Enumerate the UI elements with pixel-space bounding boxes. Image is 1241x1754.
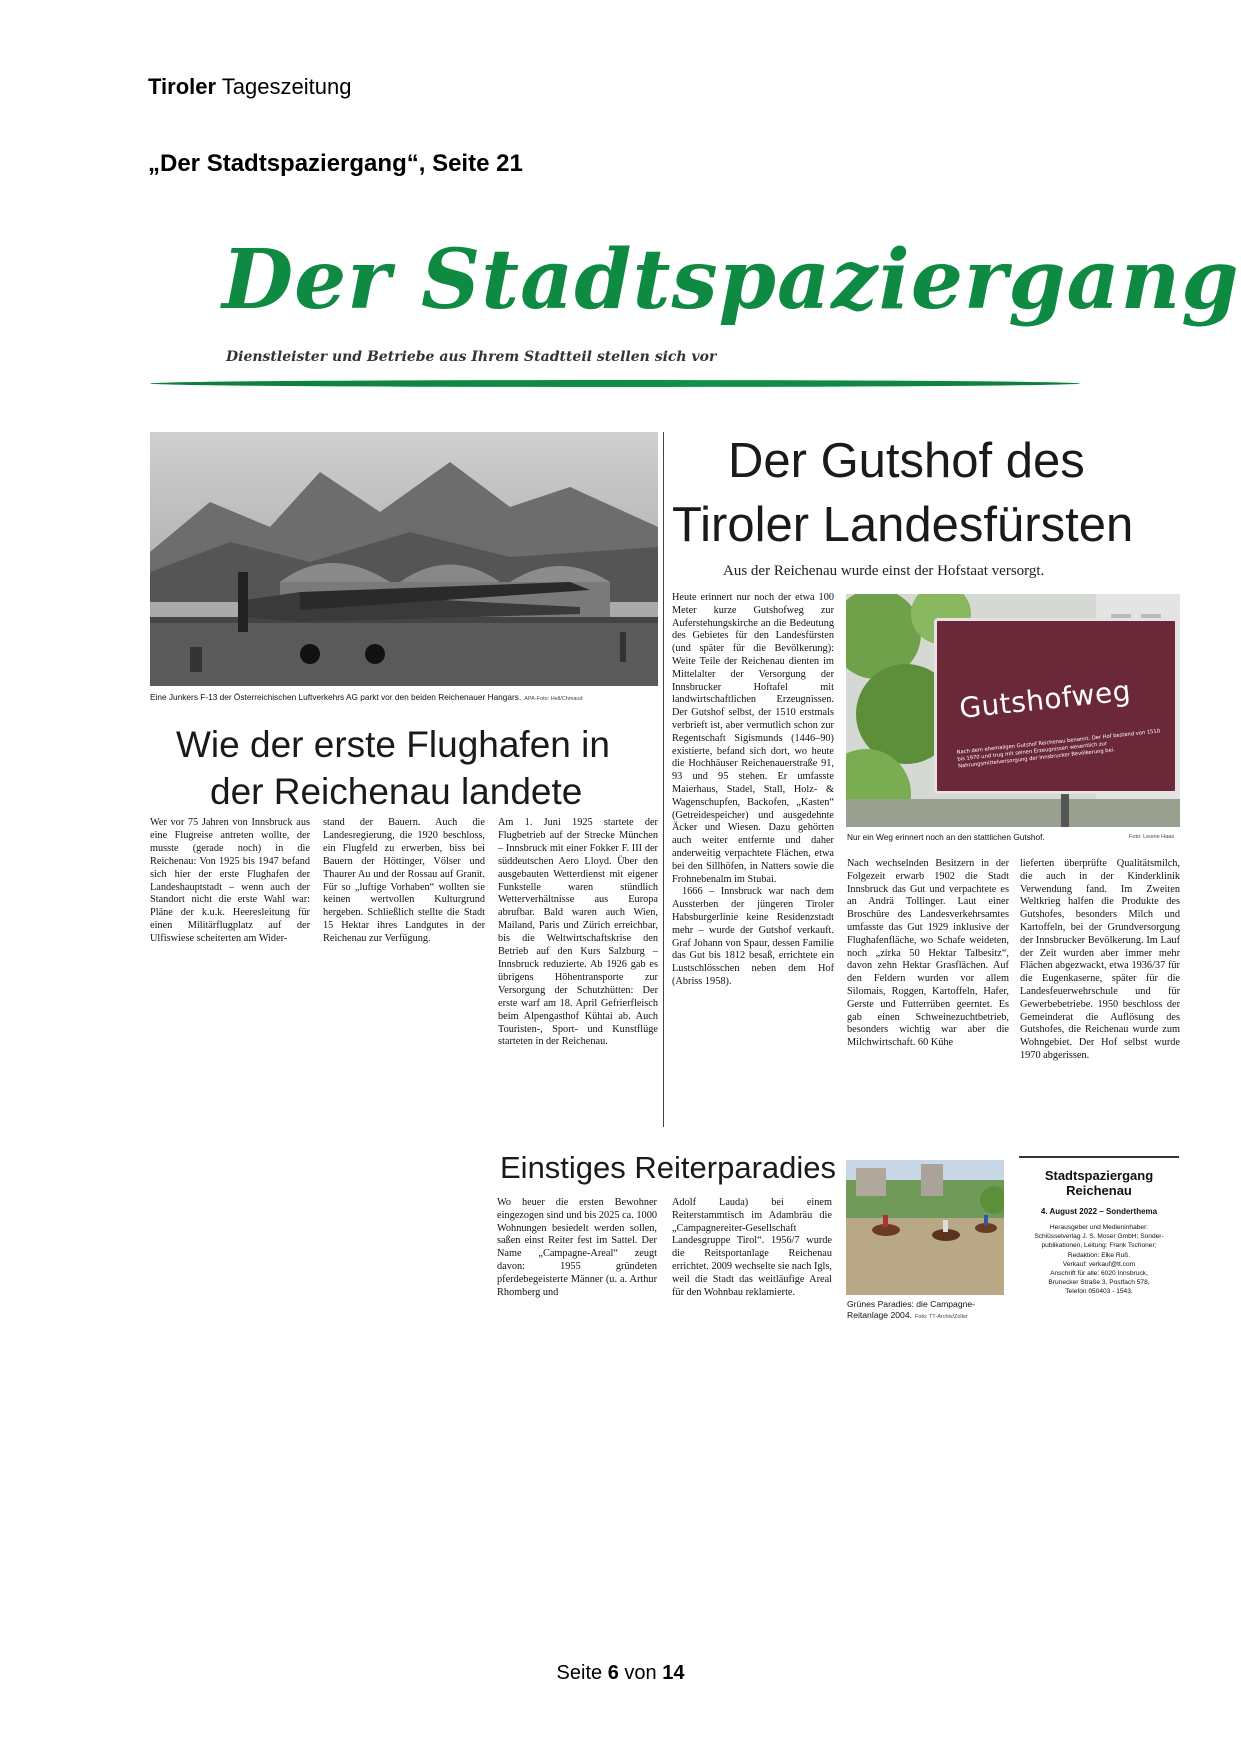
airplane-caption-text: Eine Junkers F-13 der Österreichischen Luftverkehrs AG parkt vor den beiden Reichenauer Hangars.: [150, 692, 522, 702]
article2-headline-line2: Tiroler Landesfürsten: [672, 498, 1134, 552]
article1-column-3: Am 1. Juni 1925 startete der Flugbetrieb auf der Strecke München – Innsbruck mit einer Fokker F. III der süddeutschen Aero Lloyd. Über den ausgebauten Wetterdienst mit eigener Funkstelle waren stündlich Wetterverhältnisse aus Europa abrufbar. Bald waren auch Wien, Mailand, Paris und Zürich erreichbar, bis die Weltwirtschaftskrise den Betrieb auf den Kurs Salzburg – Innsbruck reduzierte. Ab 1926 gab es übrigens Höhentransporte zur Versorgung der Schutzhütten: Der erste warf am 18. April Gefrierfleisch beim Alpengasthof Kühtai ab. Auch Touristen-, Sport- und Kunstflüge starteten in der Reichenau.: [498, 817, 658, 1048]
airplane-photo-credit: APA-Foto: Hell/Chmaud: [524, 696, 583, 702]
page-number-prefix: Seite: [556, 1662, 603, 1684]
article2-column-2: Nach wechselnden Besitzern in der Folgezeit erwarb 1902 die Stadt Innsbruck das Gut und verpachtete es an Andrä Tollinger. Laut einer Broschüre des Landesverkehrsamtes umfasste das Gut 1929 inklusive der Flughafenfläche, wo Schafe weideten, noch „zirka 50 Hektar Talbesitz“, davon zehn Hektar Grasflächen. Auf den Feldern wurden vor allem Silomais, Roggen, Kartoffeln, Hafer, Gerste und Futterrüben geerntet. Es gab einen Schweinezuchtbetrieb, besonders wichtig war aber die Milchwirtschaft. 60 Kühe: [847, 858, 1009, 1049]
airplane-photo: [150, 432, 658, 686]
imprint-title-line2: Reichenau: [1066, 1183, 1132, 1198]
article2-column-1-part-b: 1666 – Innsbruck war nach dem Aussterben der jüngeren Tiroler Habsburgerlinie keine Residenzstadt mehr – wurde der Gutshof verkauft. Graf Johann von Spaur, dessen Familie das Gut bis 1812 besaß, errichtete ein Lustschlösschen neben dem Hof (Abriss 1958).: [672, 886, 834, 987]
street-sign-photo-credit: Foto: Leonie Haas: [1129, 834, 1174, 840]
imprint-date: 4. August 2022 – Sonderthema: [1040, 1207, 1158, 1216]
article2-subheadline: Aus der Reichenau wurde einst der Hofstaat versorgt.: [723, 563, 1045, 579]
newspaper-name-rest: Tageszeitung: [221, 74, 352, 99]
imprint-line-1: Herausgeber und Medieninhaber:: [1049, 1224, 1149, 1231]
column-divider: [663, 432, 664, 1127]
street-sign-plate: [934, 618, 1178, 794]
article2-column-1-part-a: Heute erinnert nur noch der etwa 100 Meter kurze Gutshofweg zur Auferstehungskirche an die Bedeutung des Gebietes für den Landesfürsten (und später für die Bevölkerung): Weite Teile der Reichenau dienten im Mittelalter der Versorgung der Innsbrucker Hoftafel mit landwirtschaftlichen Erzeugnissen. Der Gutshof selbst, der 1510 erstmals verbrieft ist, aber vermutlich schon zur Regentschaft Sigismunds (1446–90) existierte, befand sich dort, wo heute die Hochhäuser Reichenauerstraße 91, 93 und 95 stehen. Er umfasste Maierhaus, Stadel, Stall, Holz- & Wagenschupfen, Backofen, „Kasten“ (Getreidespeicher) und ausgedehnte Äcker und Wiesen. Dazu gehörten auch weiter entfernte und daher anderweitig verpachtete Flächen, etwa bei den Sillhöfen, in Natters sowie die Frohnebenalm im Stubai.: [672, 592, 834, 885]
riding-arena-caption: [847, 1299, 1007, 1323]
newspaper-name-bold: Tiroler: [148, 74, 217, 99]
street-sign-small-text: Nach dem ehemaligen Gutshof Reichenau benannt. Der Hof bestand von 1510 bis 1970 und trug mit seinen Erzeugnissen wesentlich zur Nahrungsmittelversorgung der Innsbrucker Bevölkerung bei.: [956, 728, 1161, 770]
imprint-line-6: Anschrift für alle: 6020 Innsbruck,: [1050, 1270, 1148, 1278]
imprint-line-5: Verkauf: verkauf@tt.com: [1062, 1260, 1136, 1268]
masthead-title: Der Stadtspaziergang: [222, 232, 1240, 328]
article1-column-1: Wer vor 75 Jahren von Innsbruck aus eine Flugreise antreten wollte, der musste (gerade noch) in die Reichenau: Von 1925 bis 1947 befand sich hier der erste Flughafen der Landeshauptstadt – wenn auch der Standort nicht die erste Wahl war: Pläne der k.u.k. Heeresleitung für einen Militärflugplatz auf der Ulfiswiese scheiterten am Wider-: [150, 817, 310, 945]
imprint-details: [1019, 1223, 1179, 1297]
airplane-photo-caption: [150, 692, 670, 702]
street-sign-text: Gutshofweg: [957, 674, 1133, 725]
airplane-photo-illustration: [150, 432, 658, 686]
street-sign-caption-text: Nur ein Weg erinnert noch an den stattlichen Gutshof.: [847, 832, 1045, 842]
masthead-rule: [150, 380, 1080, 387]
riding-arena-photo-credit: Foto: TT-Archiv/Zoller: [914, 1314, 968, 1320]
imprint-line-8: Telefon 050403 - 1543.: [1065, 1288, 1133, 1296]
article1-headline-line2: der Reichenau landete: [210, 771, 583, 812]
page-number-middle: von: [624, 1662, 657, 1684]
riding-arena-caption-text: Grünes Paradies: die Campagne-Reitanlage 2004.: [847, 1299, 976, 1320]
article3-column-2: Adolf Lauda) bei einem Reiterstammtisch im Adambräu die „Campagnereiter-Gesellschaft Landesgruppe Tirol“. 1956/7 wurde die Reitsportanlage Reichenau errichtet. 2009 wechselte sie nach Igls, weil die Stadt das weitläufige Areal für den Wohnbau reklamierte.: [672, 1197, 832, 1298]
street-sign-caption: [847, 832, 1180, 842]
article2-column-3: lieferten überprüfte Qualitätsmilch, die auch in der Kinderklinik Verwendung fand. Im Zweiten Weltkrieg halfen die Produkte des Gutshofes, besonders Milch und Kartoffeln, bei der Grundversorgung der Innsbrucker Bevölkerung. Im Lauf der Zeit wurden aber immer mehr Flächen abgezwackt, etwa 1936/37 für die Eugenkaserne, später für die Landesfeuerwehrschule und für Gewerbebetriebe. 1950 beschloss der Gemeinderat die Auflösung des Gutshofes, die Reichenau wurde zum Wohngebiet. Der Hof selbst wurde 1970 abgerissen.: [1020, 858, 1180, 1061]
article3-headline: Einstiges Reiterparadies: [500, 1150, 837, 1185]
article3-column-1: Wo heuer die ersten Bewohner eingezogen sind und bis 2025 ca. 1000 Wohnungen besiedelt werden sollen, saßen einst Reiter fest im Sattel. Der Name „Campagne-Areal“ zeugt davon: 1955 gründeten pferdebegeisterte Männer (u. a. Arthur Rhomberg und: [497, 1197, 657, 1298]
page-number: [0, 1662, 1241, 1685]
article1-headline-line1: Wie der erste Flughafen in: [176, 724, 610, 765]
imprint-line-7: Brunecker Straße 3, Postfach 578,: [1048, 1279, 1150, 1287]
imprint-line-4: Redaktion: Elke Ruß.: [1067, 1251, 1131, 1259]
riding-arena-illustration: [846, 1160, 1004, 1295]
article2-headline-line1: Der Gutshof des: [728, 434, 1085, 488]
masthead-subtitle: Dienstleister und Betriebe aus Ihrem Stadtteil stellen sich vor: [226, 349, 717, 365]
imprint-line-3: publikationen, Leitung: Frank Tschoner;: [1041, 1242, 1157, 1250]
imprint-title-line1: Stadtspaziergang: [1044, 1168, 1154, 1183]
imprint-line-2: Schlüsselverlag J. S. Moser GmbH; Sonder-: [1034, 1233, 1164, 1241]
newspaper-name: [148, 74, 351, 100]
page-number-current: 6: [607, 1662, 619, 1684]
imprint-box: [1019, 1156, 1179, 1297]
page-number-total: 14: [662, 1662, 685, 1684]
article-reference: „Der Stadtspaziergang“, Seite 21: [148, 150, 523, 177]
article1-column-2: stand der Bauern. Auch die Landesregierung, die 1920 beschloss, ein Flugfeld zu erwerben, biss bei Bauern der Höttinger, Völser und Thaurer Au und der Rossau auf Granit. Für so „luftige Vorhaben“ wollten sie keinen wertvollen Kulturgrund hergeben. Schließlich stellte die Stadt 15 Hektar ihres Landgutes in der Reichenau zur Verfügung.: [323, 817, 485, 945]
street-sign-photo: [846, 594, 1180, 827]
riding-arena-photo: [846, 1160, 1004, 1295]
article2-column-1: [672, 592, 834, 989]
